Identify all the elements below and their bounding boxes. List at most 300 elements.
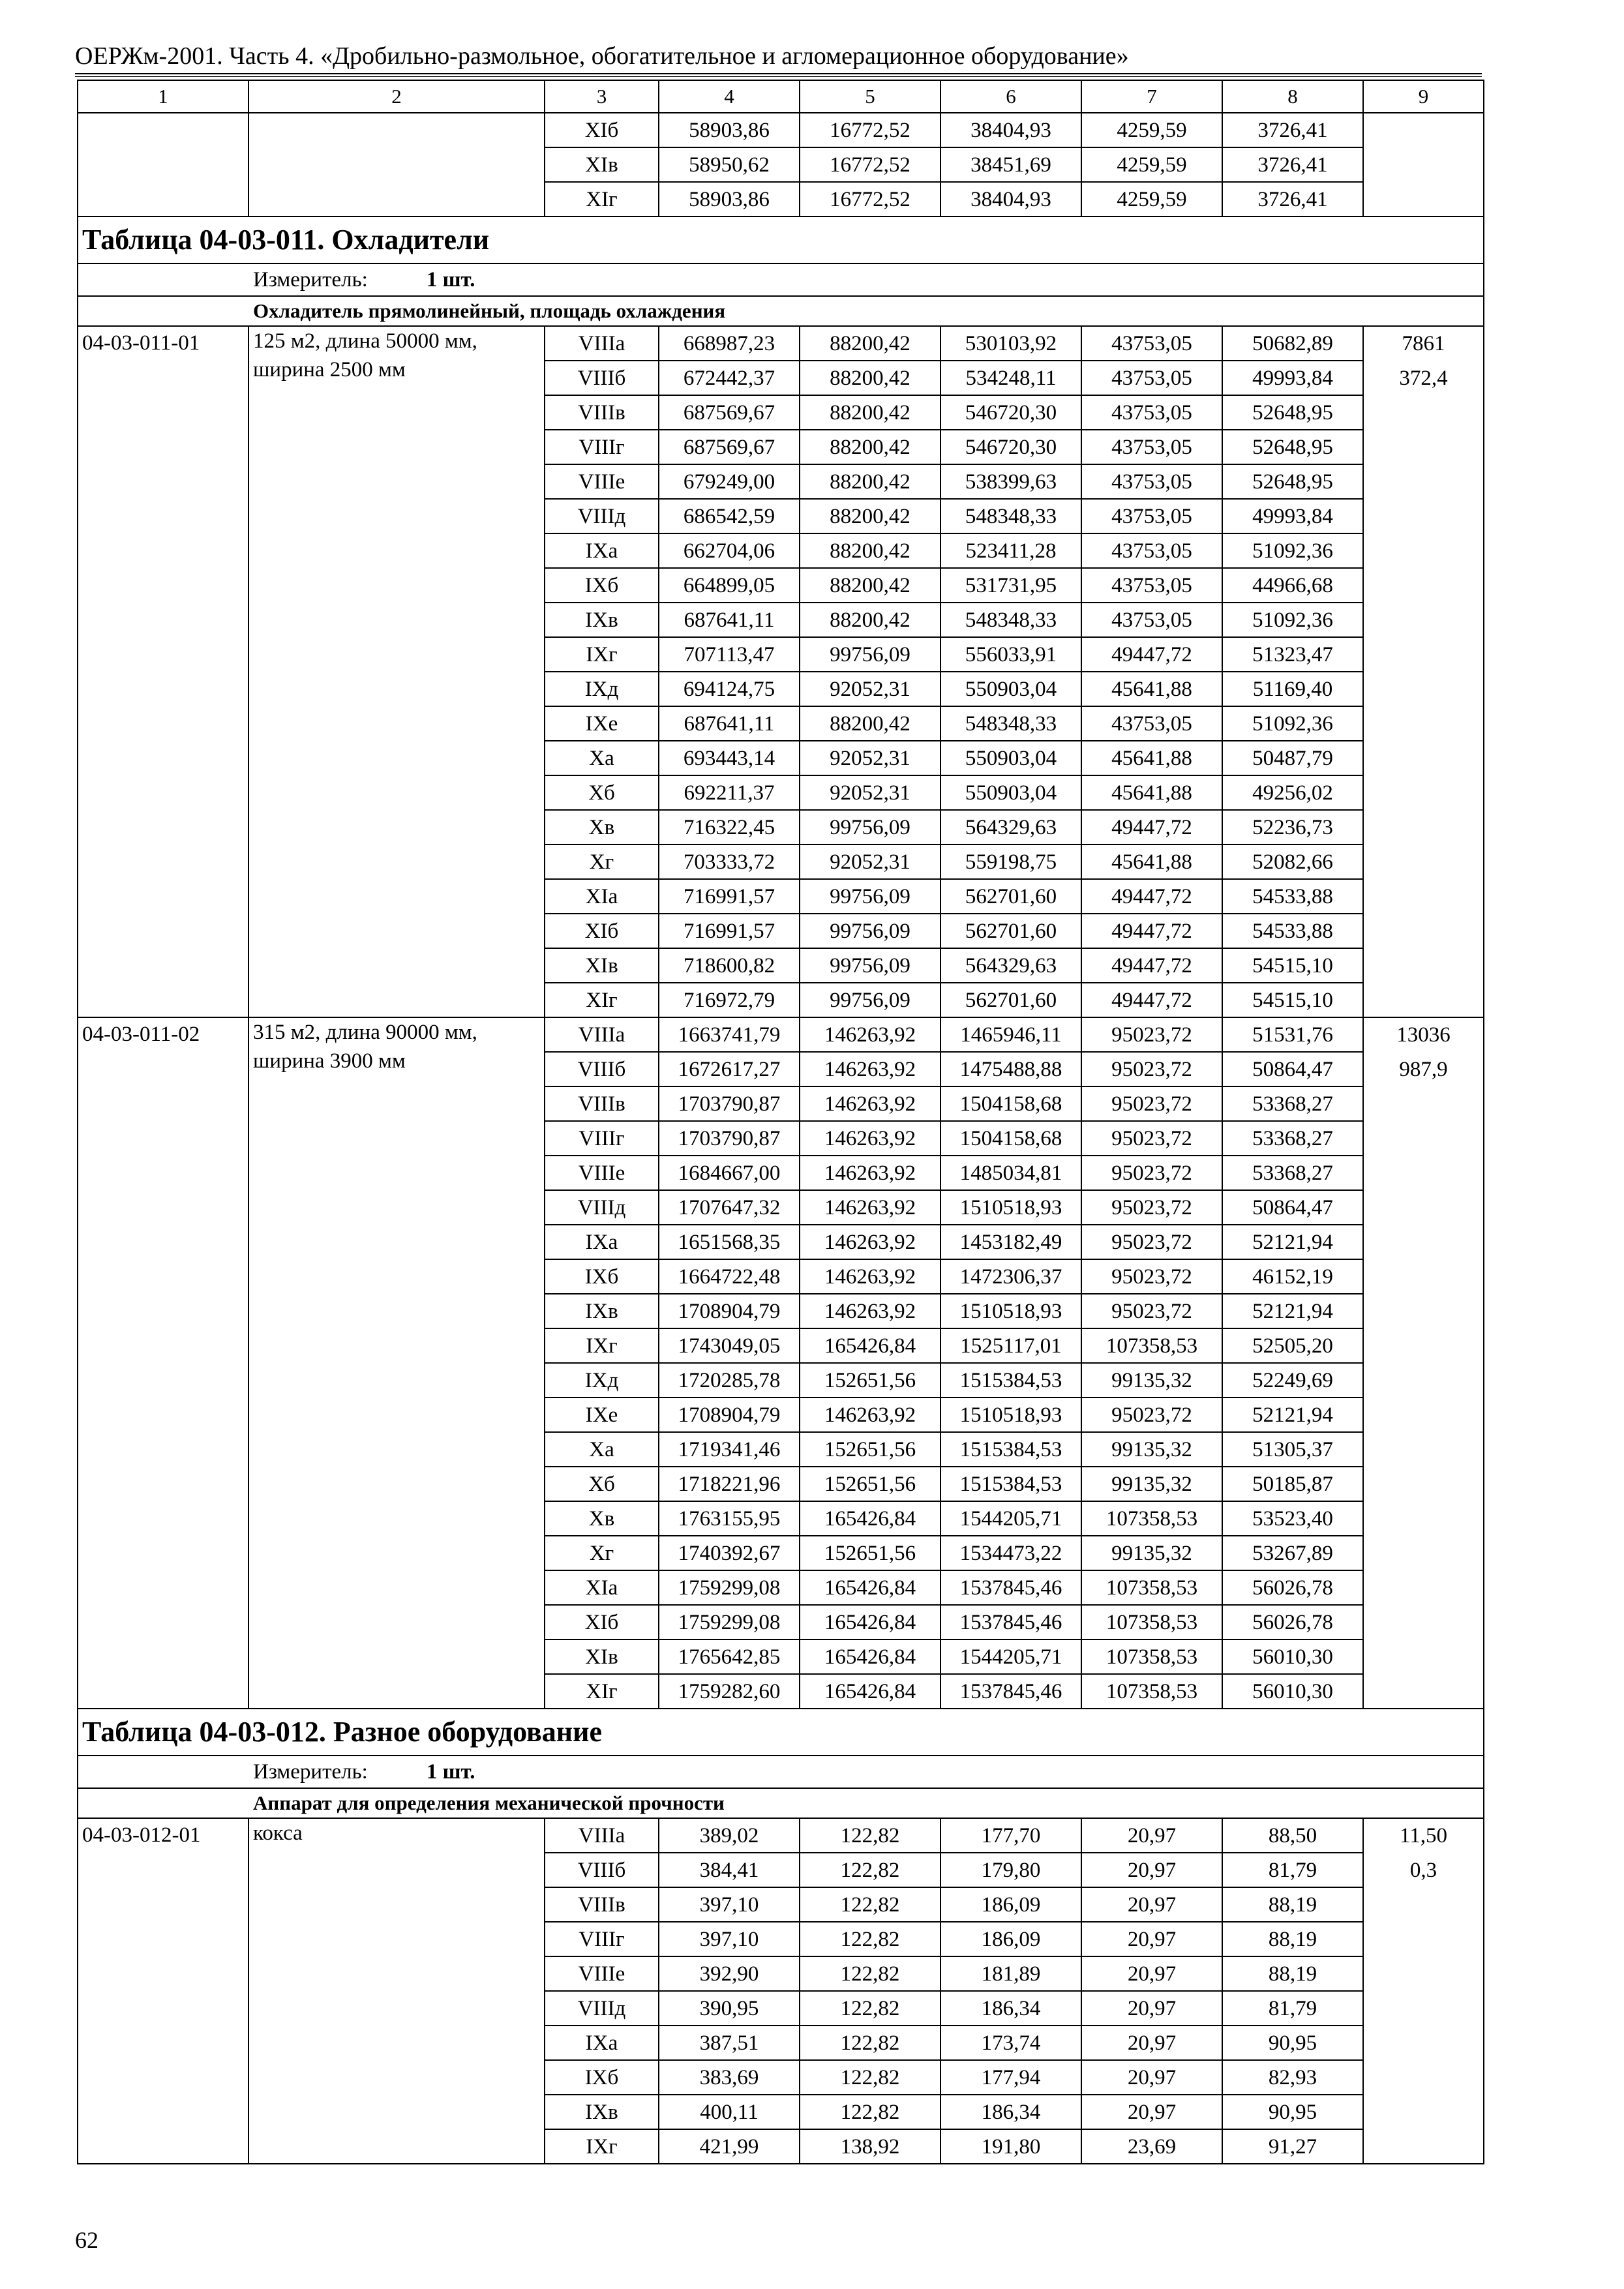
zone-cell: Xб	[545, 1467, 659, 1501]
value-cell: 556033,91	[940, 637, 1081, 672]
zone-cell: IXe	[545, 706, 659, 741]
column-number: 6	[940, 80, 1081, 113]
value-cell: 53368,27	[1222, 1121, 1363, 1156]
value-cell: 186,34	[940, 2095, 1081, 2129]
col9-cell	[1363, 1536, 1484, 1570]
value-cell: 58903,86	[659, 182, 800, 217]
col9-cell	[1363, 1432, 1484, 1467]
col9-cell	[1363, 395, 1484, 430]
value-cell: 146263,92	[800, 1190, 940, 1225]
value-cell: 1651568,35	[659, 1225, 800, 1259]
value-cell: 81,79	[1222, 1991, 1363, 2026]
col9-cell	[1363, 603, 1484, 637]
value-cell: 95023,72	[1081, 1398, 1222, 1432]
unit-value: 987,9	[1363, 1052, 1484, 1086]
value-cell: 3726,41	[1222, 113, 1363, 147]
col9-cell	[1363, 1328, 1484, 1363]
value-cell: 383,69	[659, 2060, 800, 2095]
value-cell: 107358,53	[1081, 1570, 1222, 1605]
zone-cell: IXa	[545, 1225, 659, 1259]
column-number: 2	[248, 80, 545, 113]
col9-cell	[1363, 1887, 1484, 1922]
value-cell: 1504158,68	[940, 1086, 1081, 1121]
value-cell: 687641,11	[659, 603, 800, 637]
zone-cell: IXв	[545, 603, 659, 637]
value-cell: 687641,11	[659, 706, 800, 741]
col9-cell	[1363, 1570, 1484, 1605]
subheading-row	[78, 296, 1484, 326]
value-cell: 548348,33	[940, 499, 1081, 533]
value-cell: 88200,42	[800, 533, 940, 568]
value-cell: 672442,37	[659, 361, 800, 395]
zone-cell: IXa	[545, 2026, 659, 2060]
value-cell: 54533,88	[1222, 879, 1363, 914]
value-cell: 662704,06	[659, 533, 800, 568]
value-cell: 1504158,68	[940, 1121, 1081, 1156]
column-number: 1	[78, 80, 248, 113]
value-cell: 1703790,87	[659, 1086, 800, 1121]
value-cell: 88200,42	[800, 395, 940, 430]
col9-cell	[1363, 533, 1484, 568]
zone-cell: VIIIв	[545, 395, 659, 430]
value-cell: 138,92	[800, 2129, 940, 2164]
unit-value: 0,3	[1363, 1853, 1484, 1887]
value-cell: 95023,72	[1081, 1052, 1222, 1086]
value-cell: 1465946,11	[940, 1017, 1081, 1052]
value-cell: 4259,59	[1081, 182, 1222, 217]
item-code: 04-03-011-01	[78, 326, 248, 1017]
col9-cell	[1363, 113, 1484, 147]
value-cell: 550903,04	[940, 672, 1081, 706]
value-cell: 1485034,81	[940, 1156, 1081, 1190]
table-row	[78, 1017, 1484, 1052]
item-group-heading: Аппарат для определения механической прочности	[78, 1788, 1484, 1818]
value-cell: 179,80	[940, 1853, 1081, 1887]
value-cell: 49447,72	[1081, 914, 1222, 948]
value-cell: 51305,37	[1222, 1432, 1363, 1467]
value-cell: 51323,47	[1222, 637, 1363, 672]
value-cell: 392,90	[659, 1956, 800, 1991]
value-cell: 1664722,48	[659, 1259, 800, 1294]
value-cell: 92052,31	[800, 845, 940, 879]
value-cell: 1544205,71	[940, 1501, 1081, 1536]
value-cell: 1537845,46	[940, 1570, 1081, 1605]
value-cell: 56010,30	[1222, 1674, 1363, 1709]
col9-cell	[1363, 464, 1484, 499]
col9-cell	[1363, 2095, 1484, 2129]
col9-cell	[1363, 1398, 1484, 1432]
value-cell: 1759299,08	[659, 1605, 800, 1639]
value-cell: 56010,30	[1222, 1639, 1363, 1674]
zone-cell: IXд	[545, 672, 659, 706]
value-cell: 95023,72	[1081, 1156, 1222, 1190]
col9-cell	[1363, 2060, 1484, 2095]
value-cell: 397,10	[659, 1922, 800, 1956]
value-cell: 99756,09	[800, 637, 940, 672]
value-cell: 530103,92	[940, 326, 1081, 361]
value-cell: 397,10	[659, 1887, 800, 1922]
value-cell: 50487,79	[1222, 741, 1363, 775]
table-row	[78, 113, 1484, 147]
value-cell: 562701,60	[940, 914, 1081, 948]
zone-cell: Xв	[545, 1501, 659, 1536]
zone-cell: IXг	[545, 637, 659, 672]
zone-cell: IXб	[545, 1259, 659, 1294]
value-cell: 1718221,96	[659, 1467, 800, 1501]
value-cell: 1703790,87	[659, 1121, 800, 1156]
value-cell: 559198,75	[940, 845, 1081, 879]
value-cell: 1719341,46	[659, 1432, 800, 1467]
col9-cell	[1363, 1467, 1484, 1501]
item-description: кокса	[248, 1818, 545, 2164]
value-cell: 679249,00	[659, 464, 800, 499]
zone-cell: VIIIб	[545, 1052, 659, 1086]
value-cell: 664899,05	[659, 568, 800, 603]
zone-cell: IXe	[545, 1398, 659, 1432]
zone-cell: VIIIe	[545, 464, 659, 499]
value-cell: 716991,57	[659, 879, 800, 914]
value-cell: 716322,45	[659, 810, 800, 845]
col9-cell	[1363, 914, 1484, 948]
col9-cell	[1363, 1086, 1484, 1121]
value-cell: 52648,95	[1222, 464, 1363, 499]
value-cell: 50682,89	[1222, 326, 1363, 361]
value-cell: 122,82	[800, 1818, 940, 1853]
value-cell: 88200,42	[800, 430, 940, 464]
value-cell: 1684667,00	[659, 1156, 800, 1190]
value-cell: 107358,53	[1081, 1605, 1222, 1639]
value-cell: 716991,57	[659, 914, 800, 948]
value-cell: 99135,32	[1081, 1432, 1222, 1467]
code-cell	[78, 182, 248, 217]
value-cell: 92052,31	[800, 741, 940, 775]
item-code: 04-03-012-01	[78, 1818, 248, 2164]
value-cell: 694124,75	[659, 672, 800, 706]
value-cell: 56026,78	[1222, 1570, 1363, 1605]
zone-cell: VIIIв	[545, 1887, 659, 1922]
measure-unit: 1 шт.	[426, 268, 475, 292]
value-cell: 51092,36	[1222, 706, 1363, 741]
value-cell: 92052,31	[800, 775, 940, 810]
zone-cell: IXг	[545, 1328, 659, 1363]
value-cell: 389,02	[659, 1818, 800, 1853]
value-cell: 88,19	[1222, 1956, 1363, 1991]
zone-cell: VIIIa	[545, 1017, 659, 1052]
col9-cell	[1363, 775, 1484, 810]
zone-cell: Xa	[545, 1432, 659, 1467]
value-cell: 146263,92	[800, 1052, 940, 1086]
value-cell: 1663741,79	[659, 1017, 800, 1052]
value-cell: 122,82	[800, 2026, 940, 2060]
measure-label: Измеритель:	[253, 1760, 368, 1784]
value-cell: 99756,09	[800, 810, 940, 845]
value-cell: 52648,95	[1222, 430, 1363, 464]
value-cell: 99756,09	[800, 983, 940, 1017]
value-cell: 1534473,22	[940, 1536, 1081, 1570]
col9-cell	[1363, 1956, 1484, 1991]
value-cell: 81,79	[1222, 1853, 1363, 1887]
col9-cell	[1363, 430, 1484, 464]
value-cell: 56026,78	[1222, 1605, 1363, 1639]
value-cell: 43753,05	[1081, 499, 1222, 533]
col9-cell	[1363, 672, 1484, 706]
item-code: 04-03-011-02	[78, 1017, 248, 1709]
value-cell: 1515384,53	[940, 1467, 1081, 1501]
value-cell: 562701,60	[940, 879, 1081, 914]
zone-cell: VIIIг	[545, 1922, 659, 1956]
col9-cell	[1363, 568, 1484, 603]
zone-cell: VIIIд	[545, 1991, 659, 2026]
value-cell: 687569,67	[659, 395, 800, 430]
value-cell: 52249,69	[1222, 1363, 1363, 1398]
value-cell: 52121,94	[1222, 1398, 1363, 1432]
column-number: 8	[1222, 80, 1363, 113]
col9-cell	[1363, 2129, 1484, 2164]
measure-unit: 1 шт.	[426, 1760, 475, 1784]
zone-cell: XIб	[545, 1605, 659, 1639]
mass-value: 11,50	[1363, 1818, 1484, 1853]
value-cell: 95023,72	[1081, 1259, 1222, 1294]
value-cell: 122,82	[800, 1956, 940, 1991]
zone-cell: XIб	[545, 914, 659, 948]
table-title-row	[78, 217, 1484, 263]
zone-cell: VIIIe	[545, 1956, 659, 1991]
value-cell: 95023,72	[1081, 1121, 1222, 1156]
value-cell: 1472306,37	[940, 1259, 1081, 1294]
value-cell: 165426,84	[800, 1605, 940, 1639]
value-cell: 550903,04	[940, 741, 1081, 775]
value-cell: 686542,59	[659, 499, 800, 533]
table-title: Таблица 04-03-011. Охладители	[78, 217, 1484, 263]
value-cell: 1759299,08	[659, 1570, 800, 1605]
value-cell: 44966,68	[1222, 568, 1363, 603]
value-cell: 523411,28	[940, 533, 1081, 568]
zone-cell: VIIIг	[545, 1121, 659, 1156]
value-cell: 146263,92	[800, 1259, 940, 1294]
mass-value: 13036	[1363, 1017, 1484, 1052]
value-cell: 52648,95	[1222, 395, 1363, 430]
value-cell: 152651,56	[800, 1363, 940, 1398]
value-cell: 52121,94	[1222, 1225, 1363, 1259]
value-cell: 38404,93	[940, 182, 1081, 217]
value-cell: 177,94	[940, 2060, 1081, 2095]
column-number: 5	[800, 80, 940, 113]
value-cell: 95023,72	[1081, 1225, 1222, 1259]
col9-cell	[1363, 1156, 1484, 1190]
value-cell: 1510518,93	[940, 1294, 1081, 1328]
value-cell: 99756,09	[800, 879, 940, 914]
value-cell: 53368,27	[1222, 1086, 1363, 1121]
value-cell: 99135,32	[1081, 1536, 1222, 1570]
value-cell: 43753,05	[1081, 603, 1222, 637]
value-cell: 88,19	[1222, 1922, 1363, 1956]
zone-cell: Xв	[545, 810, 659, 845]
value-cell: 1510518,93	[940, 1190, 1081, 1225]
value-cell: 152651,56	[800, 1432, 940, 1467]
unit-value: 372,4	[1363, 361, 1484, 395]
value-cell: 46152,19	[1222, 1259, 1363, 1294]
value-cell: 191,80	[940, 2129, 1081, 2164]
col9-cell	[1363, 1259, 1484, 1294]
value-cell: 20,97	[1081, 1956, 1222, 1991]
value-cell: 52121,94	[1222, 1294, 1363, 1328]
value-cell: 45641,88	[1081, 775, 1222, 810]
col9-cell	[1363, 1991, 1484, 2026]
value-cell: 550903,04	[940, 775, 1081, 810]
value-cell: 716972,79	[659, 983, 800, 1017]
value-cell: 165426,84	[800, 1674, 940, 1709]
zone-cell: VIIIб	[545, 361, 659, 395]
measure-cell	[78, 263, 1484, 296]
value-cell: 107358,53	[1081, 1328, 1222, 1363]
subheading-row	[78, 1788, 1484, 1818]
value-cell: 107358,53	[1081, 1639, 1222, 1674]
value-cell: 564329,63	[940, 810, 1081, 845]
value-cell: 49447,72	[1081, 810, 1222, 845]
zone-cell: VIIIб	[545, 1853, 659, 1887]
value-cell: 49256,02	[1222, 775, 1363, 810]
zone-cell: IXб	[545, 568, 659, 603]
value-cell: 82,93	[1222, 2060, 1363, 2095]
value-cell: 718600,82	[659, 948, 800, 983]
value-cell: 99756,09	[800, 914, 940, 948]
value-cell: 707113,47	[659, 637, 800, 672]
value-cell: 20,97	[1081, 2060, 1222, 2095]
column-number: 3	[545, 80, 659, 113]
value-cell: 43753,05	[1081, 533, 1222, 568]
value-cell: 1537845,46	[940, 1605, 1081, 1639]
zone-cell: XIв	[545, 948, 659, 983]
value-cell: 387,51	[659, 2026, 800, 2060]
value-cell: 43753,05	[1081, 395, 1222, 430]
value-cell: 88200,42	[800, 706, 940, 741]
value-cell: 703333,72	[659, 845, 800, 879]
col9-cell	[1363, 2026, 1484, 2060]
value-cell: 95023,72	[1081, 1086, 1222, 1121]
value-cell: 152651,56	[800, 1536, 940, 1570]
value-cell: 1763155,95	[659, 1501, 800, 1536]
value-cell: 546720,30	[940, 395, 1081, 430]
value-cell: 88200,42	[800, 568, 940, 603]
value-cell: 51169,40	[1222, 672, 1363, 706]
value-cell: 3726,41	[1222, 182, 1363, 217]
value-cell: 51092,36	[1222, 533, 1363, 568]
value-cell: 1510518,93	[940, 1398, 1081, 1432]
table-row	[78, 182, 1484, 217]
value-cell: 92052,31	[800, 672, 940, 706]
value-cell: 1515384,53	[940, 1363, 1081, 1398]
value-cell: 49993,84	[1222, 499, 1363, 533]
value-cell: 88,50	[1222, 1818, 1363, 1853]
value-cell: 38404,93	[940, 113, 1081, 147]
col9-cell	[1363, 1121, 1484, 1156]
mass-value: 7861	[1363, 326, 1484, 361]
value-cell: 384,41	[659, 1853, 800, 1887]
value-cell: 49993,84	[1222, 361, 1363, 395]
col9-cell	[1363, 182, 1484, 217]
zone-cell: IXб	[545, 2060, 659, 2095]
measure-label: Измеритель:	[253, 268, 368, 292]
value-cell: 1475488,88	[940, 1052, 1081, 1086]
col9-cell	[1363, 1639, 1484, 1674]
value-cell: 54515,10	[1222, 983, 1363, 1017]
value-cell: 122,82	[800, 1991, 940, 2026]
value-cell: 1544205,71	[940, 1639, 1081, 1674]
value-cell: 43753,05	[1081, 568, 1222, 603]
zone-cell: VIIIa	[545, 326, 659, 361]
zone-cell: XIa	[545, 1570, 659, 1605]
value-cell: 50864,47	[1222, 1190, 1363, 1225]
col9-cell	[1363, 1294, 1484, 1328]
value-cell: 546720,30	[940, 430, 1081, 464]
measure-cell	[78, 1756, 1484, 1788]
value-cell: 23,69	[1081, 2129, 1222, 2164]
value-cell: 54533,88	[1222, 914, 1363, 948]
value-cell: 99756,09	[800, 948, 940, 983]
value-cell: 88200,42	[800, 464, 940, 499]
item-group-heading: Охладитель прямолинейный, площадь охлаждения	[78, 296, 1484, 326]
col9-cell	[1363, 147, 1484, 182]
value-cell: 4259,59	[1081, 113, 1222, 147]
value-cell: 186,34	[940, 1991, 1081, 2026]
zone-cell: XIг	[545, 182, 659, 217]
page-header: ОЕРЖм-2001. Часть 4. «Дробильно-размольное, обогатительное и агломерационное оборудование»	[75, 42, 1129, 70]
col9-cell	[1363, 948, 1484, 983]
price-table-body	[78, 80, 1484, 2164]
value-cell: 88200,42	[800, 361, 940, 395]
value-cell: 107358,53	[1081, 1674, 1222, 1709]
zone-cell: XIб	[545, 113, 659, 147]
column-number-row	[78, 80, 1484, 113]
value-cell: 181,89	[940, 1956, 1081, 1991]
table-row	[78, 147, 1484, 182]
value-cell: 91,27	[1222, 2129, 1363, 2164]
col9-cell	[1363, 983, 1484, 1017]
value-cell: 186,09	[940, 1922, 1081, 1956]
value-cell: 146263,92	[800, 1156, 940, 1190]
value-cell: 52505,20	[1222, 1328, 1363, 1363]
value-cell: 107358,53	[1081, 1501, 1222, 1536]
value-cell: 562701,60	[940, 983, 1081, 1017]
col9-cell	[1363, 1363, 1484, 1398]
value-cell: 95023,72	[1081, 1294, 1222, 1328]
zone-cell: VIIIв	[545, 1086, 659, 1121]
col9-cell	[1363, 845, 1484, 879]
col9-cell	[1363, 741, 1484, 775]
value-cell: 165426,84	[800, 1570, 940, 1605]
value-cell: 692211,37	[659, 775, 800, 810]
value-cell: 50185,87	[1222, 1467, 1363, 1501]
value-cell: 90,95	[1222, 2095, 1363, 2129]
value-cell: 50864,47	[1222, 1052, 1363, 1086]
col9-cell	[1363, 637, 1484, 672]
value-cell: 90,95	[1222, 2026, 1363, 2060]
zone-cell: IXв	[545, 2095, 659, 2129]
value-cell: 1515384,53	[940, 1432, 1081, 1467]
value-cell: 20,97	[1081, 1991, 1222, 2026]
value-cell: 99135,32	[1081, 1363, 1222, 1398]
value-cell: 668987,23	[659, 326, 800, 361]
value-cell: 52082,66	[1222, 845, 1363, 879]
value-cell: 53368,27	[1222, 1156, 1363, 1190]
value-cell: 548348,33	[940, 706, 1081, 741]
header-rule	[75, 73, 1482, 77]
value-cell: 88200,42	[800, 499, 940, 533]
zone-cell: IXд	[545, 1363, 659, 1398]
col9-cell	[1363, 1922, 1484, 1956]
description-cell	[248, 147, 545, 182]
col9-cell	[1363, 1190, 1484, 1225]
